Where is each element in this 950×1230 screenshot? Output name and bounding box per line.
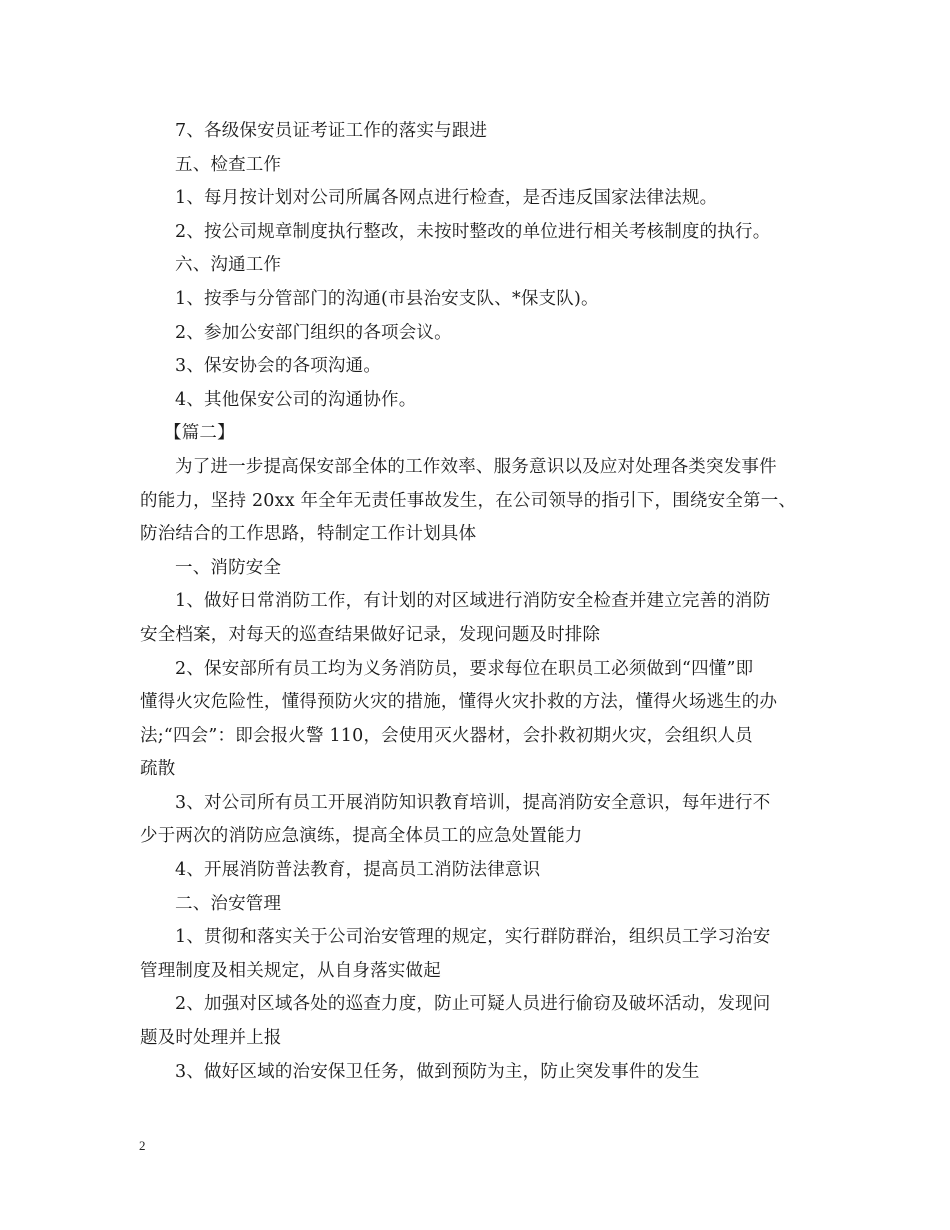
page-number: 2: [139, 1138, 146, 1153]
section-heading: 六、沟通工作: [175, 255, 282, 276]
paragraph-line: 为了进一步提高保安部全体的工作效率、服务意识以及应对处理各类突发事件: [175, 456, 777, 477]
paragraph-line: 法;“四会”：即会报火警 110，会使用灭火器材，会扑救初期火灾，会组织人员: [140, 725, 753, 746]
list-item: 1、按季与分管部门的沟通(市县治安支队、*保支队)。: [175, 288, 599, 309]
paragraph-line: 2、保安部所有员工均为义务消防员，要求每位在职员工必须做到“四懂”即: [175, 658, 754, 679]
paragraph-line: 懂得火灾危险性，懂得预防火灾的措施，懂得火灾扑救的方法，懂得火场逃生的办: [140, 692, 778, 713]
paragraph-line: 管理制度及相关规定，从自身落实做起: [140, 960, 441, 981]
paragraph-line: 3、做好区域的治安保卫任务，做到预防为主，防止突发事件的发生: [175, 1061, 700, 1082]
section-heading: 二、治安管理: [175, 893, 282, 914]
paragraph-line: 安全档案，对每天的巡查结果做好记录，发现问题及时排除: [140, 624, 601, 645]
paragraph-line: 3、对公司所有员工开展消防知识教育培训，提高消防安全意识，每年进行不: [175, 792, 771, 813]
paragraph-line: 疏散: [140, 759, 176, 780]
list-item: 3、保安协会的各项沟通。: [175, 356, 382, 377]
list-item: 2、参加公安部门组织的各项会议。: [175, 322, 452, 343]
section-heading: 一、消防安全: [175, 557, 282, 578]
paragraph-line: 4、开展消防普法教育，提高员工消防法律意识: [175, 860, 541, 881]
list-item: 2、按公司规章制度执行整改，未按时整改的单位进行相关考核制度的执行。: [175, 221, 771, 242]
section-heading: 五、检查工作: [175, 154, 282, 175]
part-heading: 【篇二】: [164, 423, 235, 444]
list-item: 7、各级保安员证考证工作的落实与跟进: [175, 121, 488, 141]
paragraph-line: 1、做好日常消防工作，有计划的对区域进行消防安全检查并建立完善的消防: [175, 591, 771, 612]
paragraph-line: 的能力，坚持 20xx 年全年无责任事故发生，在公司领导的指引下，围绕安全第一、: [140, 490, 797, 511]
paragraph-line: 防治结合的工作思路，特制定工作计划具体: [140, 524, 477, 545]
paragraph-line: 2、加强对区域各处的巡查力度，防止可疑人员进行偷窃及破坏活动，发现问: [175, 994, 771, 1015]
paragraph-line: 题及时处理并上报: [140, 1028, 282, 1049]
list-item: 4、其他保安公司的沟通协作。: [175, 389, 417, 410]
paragraph-line: 少于两次的消防应急演练，提高全体员工的应急处置能力: [140, 826, 583, 847]
list-item: 1、每月按计划对公司所属各网点进行检查，是否违反国家法律法规。: [175, 188, 718, 209]
paragraph-line: 1、贯彻和落实关于公司治安管理的规定，实行群防群治，组织员工学习治安: [175, 927, 771, 948]
document-body: [140, 115, 830, 1089]
